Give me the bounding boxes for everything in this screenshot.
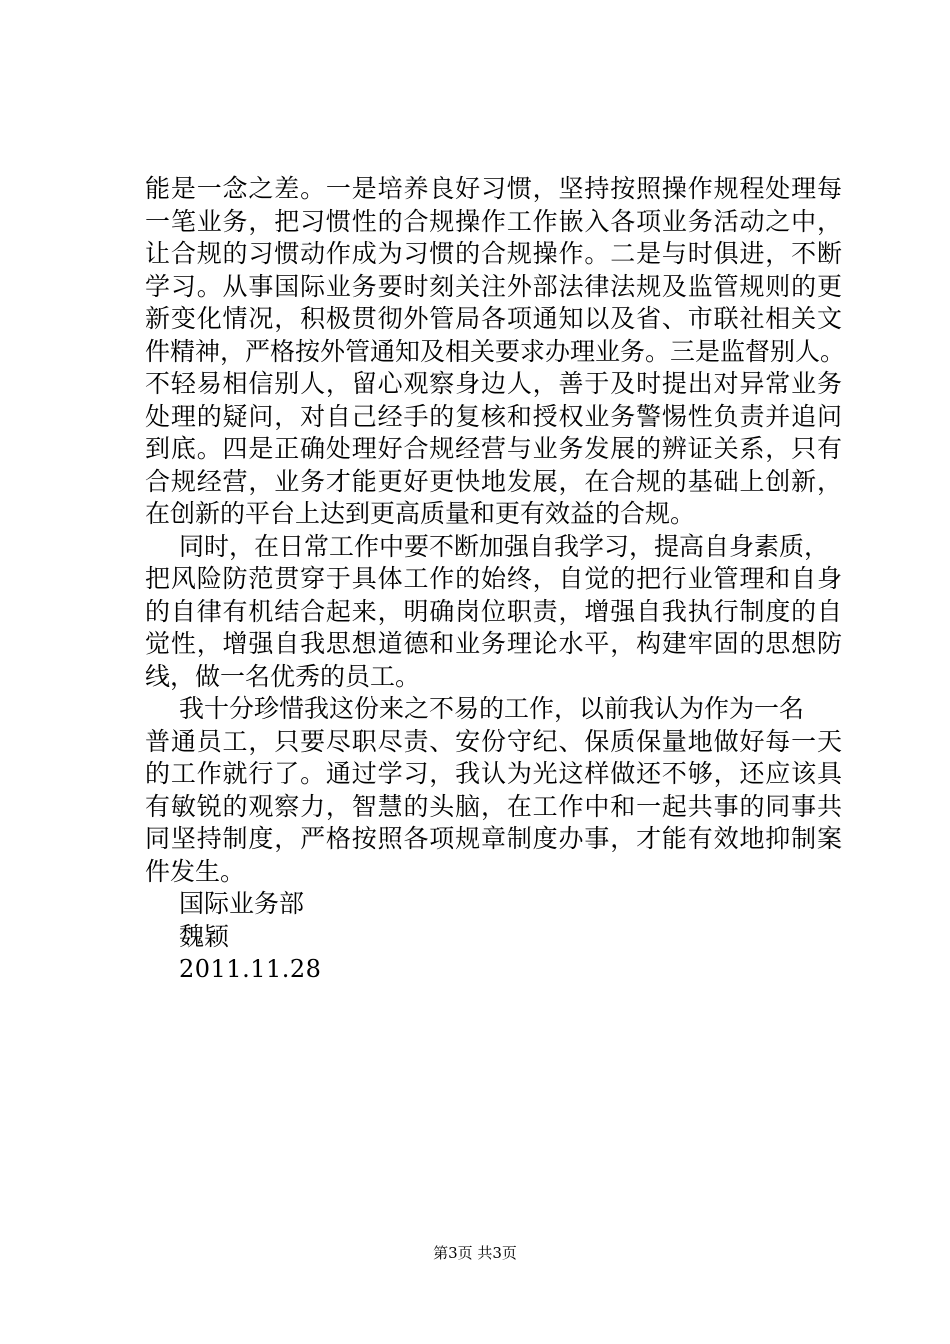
text-line: 件发生。 [145, 856, 246, 886]
text-line: 线，做一名优秀的员工。 [145, 661, 421, 691]
text-line: 我十分珍惜我这份来之不易的工作，以前我认为作为一名 [179, 694, 805, 723]
paragraph-1 [145, 173, 845, 531]
text-line: 同坚持制度，严格按照各项规章制度办事，才能有效地抑制案 [145, 824, 842, 853]
text-line: 新变化情况，积极贯彻外管局各项通知以及省、市联社相关文 [145, 304, 842, 333]
paragraph-3 [145, 693, 845, 888]
text-line: 的自律有机结合起来，明确岗位职责，增强自我执行制度的自 [145, 596, 842, 626]
text-line: 让合规的习惯动作成为习惯的合规操作。二是与时俱进，不断 [145, 239, 842, 268]
text-line: 普通员工，只要尽职尽责、安份守纪、保质保量地做好每一天 [145, 726, 842, 756]
text-line: 觉性，增强自我思想道德和业务理论水平，构建牢固的思想防 [145, 629, 842, 658]
document-body [145, 173, 845, 986]
text-line: 学习。从事国际业务要时刻关注外部法律法规及监管规则的更 [145, 271, 842, 301]
text-line: 能是一念之差。一是培养良好习惯，坚持按照操作规程处理每 [145, 174, 842, 203]
text-line: 在创新的平台上达到更高质量和更有效益的合规。 [145, 499, 696, 528]
text-line: 有敏锐的观察力，智慧的头脑，在工作中和一起共事的同事共 [145, 791, 842, 821]
signature-name: 魏颖 [179, 921, 230, 951]
page-number-label: 第3页 共3页 [433, 1244, 517, 1262]
signature-department: 国际业务部 [179, 889, 305, 918]
text-line: 处理的疑问，对自己经手的复核和授权业务警惕性负责并追问 [145, 401, 842, 431]
signature-block [145, 888, 845, 986]
text-line: 合规经营，业务才能更好更快地发展，在合规的基础上创新， [145, 466, 842, 496]
page-footer [0, 1243, 950, 1263]
signature-date: 2011.11.28 [179, 955, 322, 983]
text-line: 同时，在日常工作中要不断加强自我学习，提高自身素质， [179, 531, 830, 561]
text-line: 把风险防范贯穿于具体工作的始终，自觉的把行业管理和自身 [145, 564, 842, 593]
text-line: 不轻易相信别人，留心观察身边人，善于及时提出对异常业务 [145, 369, 842, 398]
text-line: 一笔业务，把习惯性的合规操作工作嵌入各项业务活动之中， [145, 206, 842, 236]
text-line: 到底。四是正确处理好合规经营与业务发展的辨证关系，只有 [145, 434, 842, 463]
text-line: 的工作就行了。通过学习，我认为光这样做还不够，还应该具 [145, 759, 842, 788]
paragraph-2 [145, 531, 845, 694]
text-line: 件精神，严格按外管通知及相关要求办理业务。三是监督别人。 [145, 336, 846, 366]
